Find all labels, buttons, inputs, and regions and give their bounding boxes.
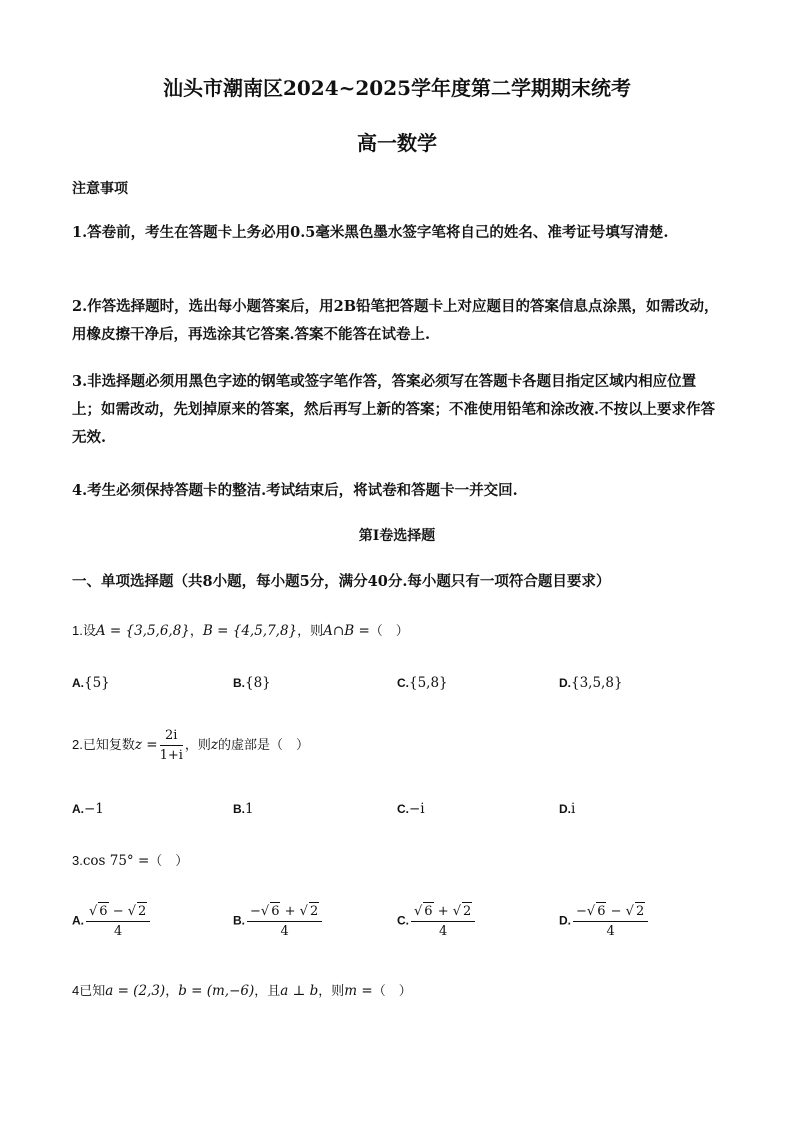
note-item-3: 3.非选择题必须用黑色字迹的钢笔或签字笔作答，答案必须写在答题卡各题目指定区域内相应位置上；如需改动，先划掉原来的答案，然后再写上新的答案；不准使用铅笔和涂改液.不按以上要求作答无效.	[72, 373, 716, 446]
question-2	[72, 727, 309, 764]
q1-set-b: B = {4,5,7,8}	[202, 623, 298, 639]
q2-var: z	[210, 737, 219, 753]
q1-prefix: 1.设	[72, 623, 96, 638]
q2-prefix: 2.已知复数	[72, 737, 135, 752]
q3-option-d: D. $\frac{-√ 6 - √ 2}{4}$	[559, 902, 650, 940]
q4-vector-b: b = (m,−6)	[178, 983, 255, 999]
q2-lhs: z =	[134, 737, 158, 753]
note-item-4: 4.考生必须保持答题卡的整洁.考试结束后，将试卷和答题卡一并交回.	[72, 482, 518, 499]
q4-var: m =	[344, 983, 373, 999]
q1-set-a: A = {3,5,6,8}	[95, 623, 190, 639]
q3-tail: （ ）	[149, 853, 189, 868]
note-item-2: 2.作答选择题时，选出每小题答案后，用2B铅笔把答题卡上对应题目的答案信息点涂黑，如需改动，用橡皮擦干净后，再选涂其它答案.答案不能答在试卷上.	[72, 298, 719, 343]
section-heading: 一、单项选择题（共8小题，每小题5分，满分40分.每小题只有一项符合题目要求）	[72, 573, 611, 590]
question-1	[72, 620, 409, 639]
q3-option-c: C. $\frac{√ 6 + √ 2}{4}$	[397, 902, 477, 940]
part-title: 第Ⅰ卷选择题	[358, 528, 436, 544]
q1-sep: ，	[189, 623, 203, 638]
q2-option-c: C.−i	[397, 801, 425, 817]
q2-tail: 的虚部是（ ）	[218, 737, 310, 752]
q1-expression: A∩B =	[323, 623, 370, 639]
q4-tail: （ ）	[372, 983, 412, 998]
q2-mid: ，则	[184, 737, 211, 752]
subject-title: 高一数学	[357, 131, 437, 155]
q1-option-c: C.{5,8}	[397, 675, 448, 691]
q2-fraction: $\frac{2i}{1+i}$	[159, 728, 183, 763]
q3-expression: cos 75° =	[82, 853, 150, 869]
question-4: 4已知a = (2,3)，b = (m,−6)，且a ⊥ b，则m =（ ）	[72, 983, 412, 999]
exam-title: 汕头市潮南区2024~2025学年度第二学期期末统考	[162, 76, 632, 100]
q1-tail-pre: ，则	[297, 623, 324, 638]
q1-option-d: D.{3,5,8}	[559, 675, 623, 691]
q2-option-d: D.i	[559, 801, 576, 817]
q1-option-b: B.{8}	[233, 675, 271, 691]
q2-option-a: A.−1	[72, 801, 104, 817]
q3-prefix: 3.	[72, 853, 83, 868]
q1-option-a: A.{5}	[72, 675, 110, 691]
q3-option-b: B. $\frac{-√ 6 + √ 2}{4}$	[233, 902, 324, 940]
q1-answer-paren: （ ）	[369, 623, 409, 638]
q3-option-a: A. $\frac{√ 6 - √ 2}{4}$	[72, 902, 152, 940]
q4-condition: a ⊥ b	[280, 983, 319, 999]
question-3	[72, 850, 188, 869]
q4-vector-a: a = (2,3)	[105, 983, 166, 999]
notes-heading: 注意事项	[72, 181, 128, 197]
q4-prefix: 4已知	[72, 983, 106, 998]
note-item-1: 1.答卷前，考生在答题卡上务必用0.5毫米黑色墨水签字笔将自己的姓名、准考证号填写清楚.	[72, 224, 669, 241]
q2-option-b: B.1	[233, 801, 254, 817]
